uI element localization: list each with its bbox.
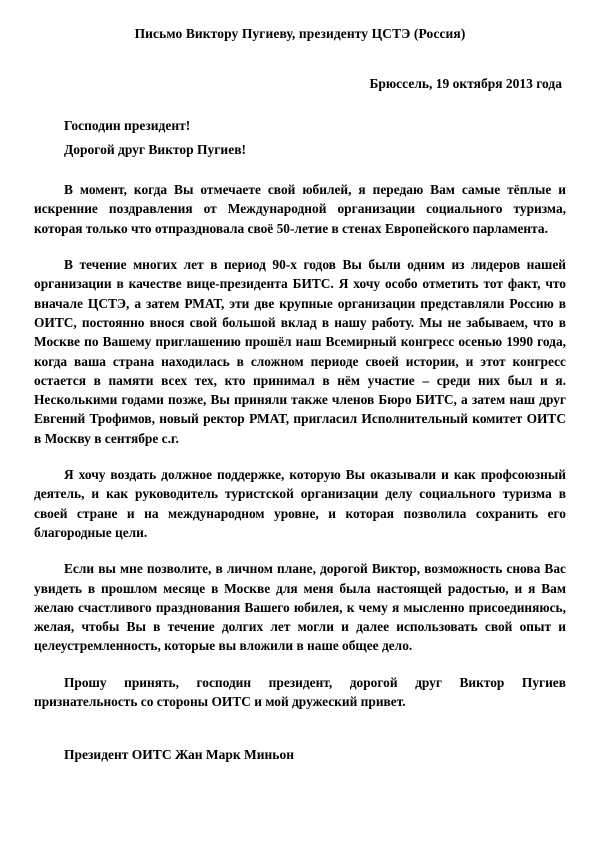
place-and-date: Брюссель, 19 октября 2013 года	[369, 76, 562, 92]
salutation-president: Господин президент!	[64, 118, 191, 134]
body-paragraph-2: В течение многих лет в период 90-х годов Вы были одним из лидеров нашей организации в качестве вице-президента БИТС. Я хочу особо отметить тот факт, что вначале ЦСТЭ, а затем РМАТ, эти две крупные организации представляли Россию в ОИТС, постоянно внося свой большой вклад в нашу работу. Мы не забываем, что в Москве по Вашему приглашению прошёл наш Всемирный конгресс осенью 1990 года, когда ваша страна находилась в сложном периоде своей истории, и этот конгресс остается в памяти всех тех, кто принимал в нём участие – среди них был и я. Несколькими годами позже, Вы приняли также членов Бюро БИТС, а затем наш друг Евгений Трофимов, новый ректор РМАТ, пригласил Исполнительный комитет ОИТС в Москву в сентябре с.г.	[34, 257, 566, 446]
body-paragraph-4: Если вы мне позволите, в личном плане, дорогой Виктор, возможность снова Вас увидеть в прошлом месяце в Москве для меня была настоящей радостью, и я Вам желаю счастливого празднования Вашего юбилея, к чему я мысленно присоединяюсь, желая, чтобы Вы в течение долгих лет могли и далее использовать свой опыт и целеустремленность, которые вы вложили в наше общее дело.	[34, 561, 566, 654]
body-paragraph-5: Прошу принять, господин президент, дорогой друг Виктор Пугиев признательность со стороны ОИТС и мой дружеский привет.	[34, 674, 566, 710]
page-title: Письмо Виктору Пугиеву, президенту ЦСТЭ (Россия)	[134, 26, 466, 41]
signature-line: Президент ОИТС Жан Марк Миньон	[64, 747, 294, 763]
body-paragraph-3: Я хочу воздать должное поддержке, которую Вы оказывали и как профсоюзный деятель, и как руководитель туристской организации делу социального туризма в своей стране и на международном уровне, и которая позволила сохранить его благородные цели.	[34, 467, 566, 540]
salutation-friend: Дорогой друг Виктор Пугиев!	[64, 142, 246, 158]
body-paragraph-1: В момент, когда Вы отмечаете свой юбилей, я передаю Вам самые тёплые и искренние поздравления от Международной организации социального туризма, которая только что отпраздновала своё 50-летие в стенах Европейского парламента.	[34, 182, 566, 236]
